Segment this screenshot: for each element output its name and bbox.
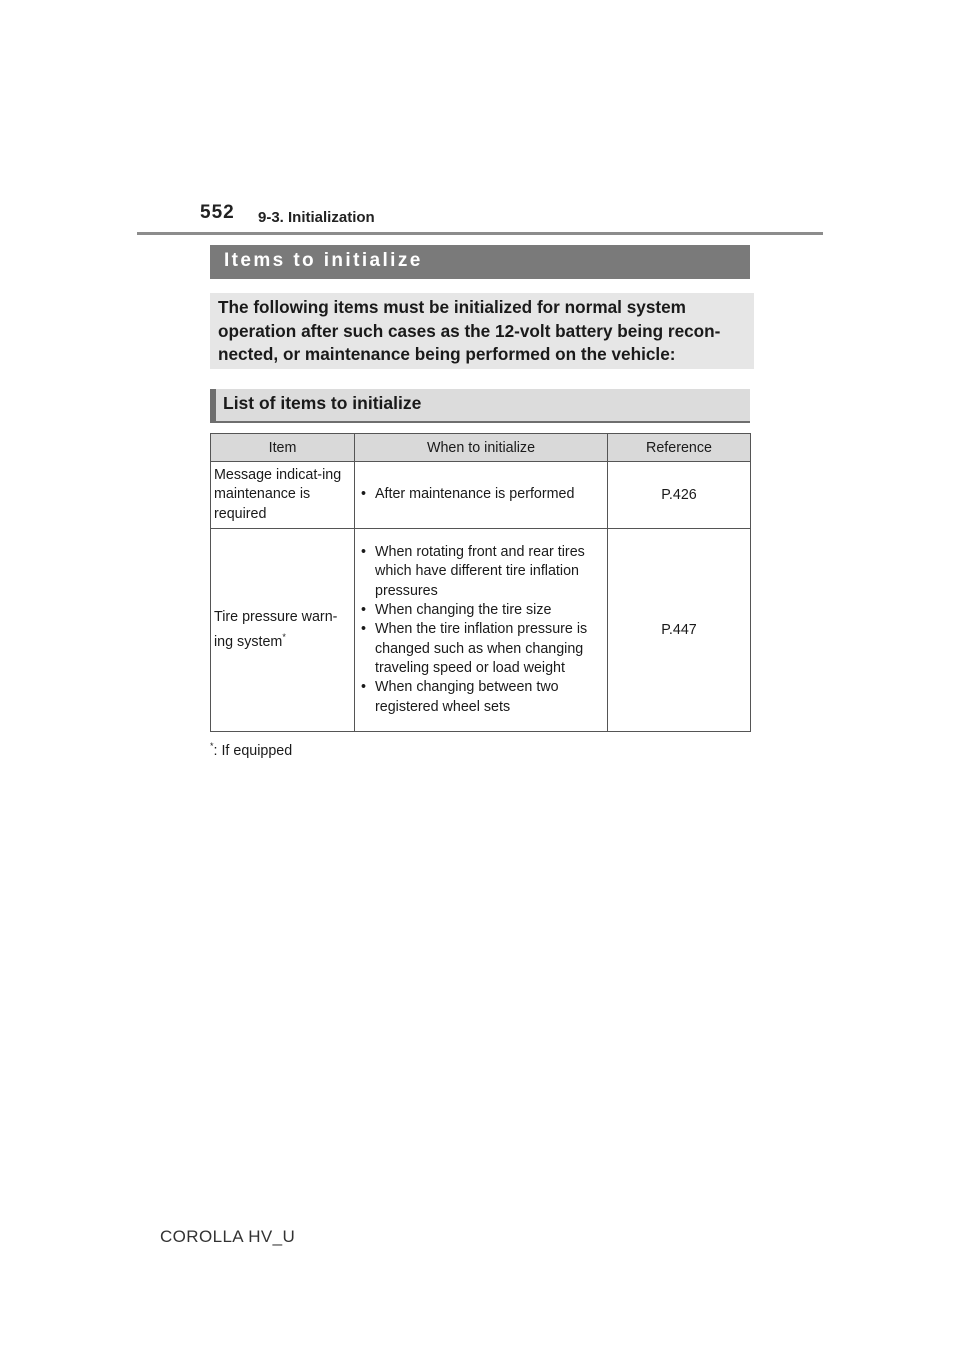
when-list bbox=[359, 543, 603, 717]
list-heading: List of items to initialize bbox=[210, 389, 750, 423]
table-header-row bbox=[211, 434, 751, 462]
column-header-reference: Reference bbox=[608, 434, 751, 462]
section-title: 9-3. Initialization bbox=[258, 209, 375, 226]
when-list-item: • When rotating front and rear tires which have different tire inflation pressures bbox=[359, 543, 603, 601]
intro-paragraph bbox=[210, 293, 754, 369]
when-list-item: • After maintenance is performed bbox=[359, 485, 603, 504]
when-cell bbox=[355, 529, 608, 732]
when-list-item: • When changing between two registered wheel sets bbox=[359, 678, 603, 717]
initialization-table bbox=[210, 433, 751, 732]
table-row bbox=[211, 529, 751, 732]
footnote-text: : If equipped bbox=[213, 742, 293, 759]
when-cell bbox=[355, 462, 608, 529]
items-to-initialize-banner: Items to initialize bbox=[210, 245, 750, 279]
reference-link[interactable]: P.447 bbox=[608, 529, 751, 732]
when-list bbox=[359, 485, 603, 504]
footer-model-label: COROLLA HV_U bbox=[160, 1227, 296, 1246]
table-row bbox=[211, 462, 751, 529]
reference-link[interactable]: P.426 bbox=[608, 462, 751, 529]
intro-text: The following items must be initialized for normal system operation after such cases as the 12-volt battery being recon-nected, or maintenance being performed on the vehicle: bbox=[218, 297, 721, 364]
when-list-item: • When changing the tire size bbox=[359, 601, 603, 620]
header-divider bbox=[137, 232, 823, 235]
when-list-item: • When the tire inflation pressure is changed such as when changing traveling speed or load weight bbox=[359, 620, 603, 678]
item-cell bbox=[211, 529, 355, 732]
footnote bbox=[210, 741, 292, 759]
page-number: 552 bbox=[200, 202, 235, 223]
footnote-asterisk: * bbox=[210, 741, 214, 751]
footnote-marker: * bbox=[282, 631, 286, 642]
item-label: Tire pressure warn-ing system bbox=[214, 609, 338, 650]
item-label: Message indicat-ing maintenance is required bbox=[214, 466, 342, 522]
column-header-when: When to initialize bbox=[355, 434, 608, 462]
column-header-item: Item bbox=[211, 434, 355, 462]
item-cell bbox=[211, 462, 355, 529]
